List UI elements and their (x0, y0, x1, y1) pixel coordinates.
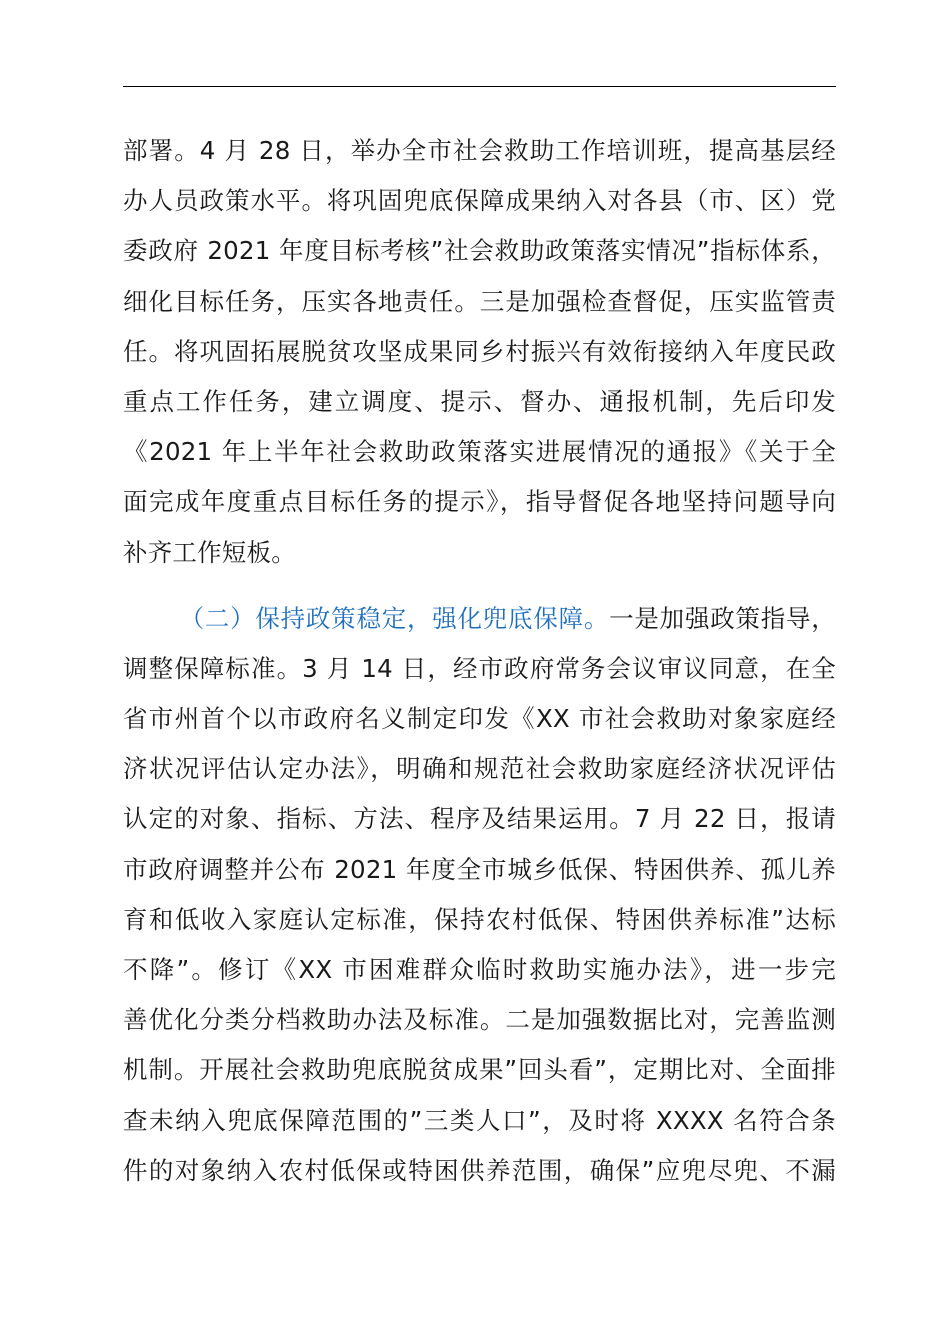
text-line: 查未纳入兜底保障范围的”三类人口”，及时将 XXXX 名符合条 (123, 1105, 836, 1135)
text-line: 机制。开展社会救助兜底脱贫成果”回头看”，定期比对、全面排 (123, 1055, 836, 1085)
text-line: 件的对象纳入农村低保或特困供养范围，确保”应兜尽兜、不漏 (123, 1155, 836, 1185)
text-line: 善优化分类分档救助办法及标准。二是加强数据比对，完善监测 (123, 1005, 836, 1035)
text-line: 济状况评估认定办法》，明确和规范社会救助家庭经济状况评估 (123, 754, 836, 784)
text-line: 任。将巩固拓展脱贫攻坚成果同乡村振兴有效衔接纳入年度民政 (123, 336, 836, 366)
text-line: 调整保障标准。3 月 14 日，经市政府常务会议审议同意，在全 (123, 653, 836, 683)
header-rule (123, 86, 836, 87)
text-line: 不降”。修订《XX 市困难群众临时救助实施办法》，进一步完 (123, 955, 836, 984)
text-line: 面完成年度重点目标任务的提示》，指导督促各地坚持问题导向 (123, 487, 836, 517)
text-line: 委政府 2021 年度目标考核”社会救助政策落实情况”指标体系， (123, 236, 836, 266)
section-heading: （二）保持政策稳定，强化兜底保障。 (179, 603, 610, 633)
body-text (123, 126, 836, 1196)
text-line: 部署。4 月 28 日，举办全市社会救助工作培训班，提高基层经 (123, 136, 836, 165)
text-line: 细化目标任务，压实各地责任。三是加强检查督促，压实监管责 (123, 286, 836, 316)
paragraph-2-first-line (123, 594, 836, 644)
text-line: 市政府调整并公布 2021 年度全市城乡低保、特困供养、孤儿养 (123, 854, 836, 884)
text-line: 认定的对象、指标、方法、程序及结果运用。7 月 22 日，报请 (123, 804, 836, 834)
paragraph-1 (123, 126, 836, 578)
text-line: 省市州首个以市政府名义制定印发《XX 市社会救助对象家庭经 (123, 704, 836, 734)
text-run: 一是加强政策指导， (609, 603, 836, 633)
paragraph-2 (123, 594, 836, 1196)
text-line: 补齐工作短板。 (123, 537, 296, 567)
text-line: 育和低收入家庭认定标准，保持农村低保、特困供养标准”达标 (123, 904, 836, 934)
text-line: 重点工作任务，建立调度、提示、督办、通报机制，先后印发 (123, 386, 836, 416)
paragraph-gap (123, 578, 836, 594)
text-line: 办人员政策水平。将巩固兜底保障成果纳入对各县（市、区）党 (123, 186, 836, 216)
text-line: 《2021 年上半年社会救助政策落实进展情况的通报》《关于全 (123, 437, 836, 467)
